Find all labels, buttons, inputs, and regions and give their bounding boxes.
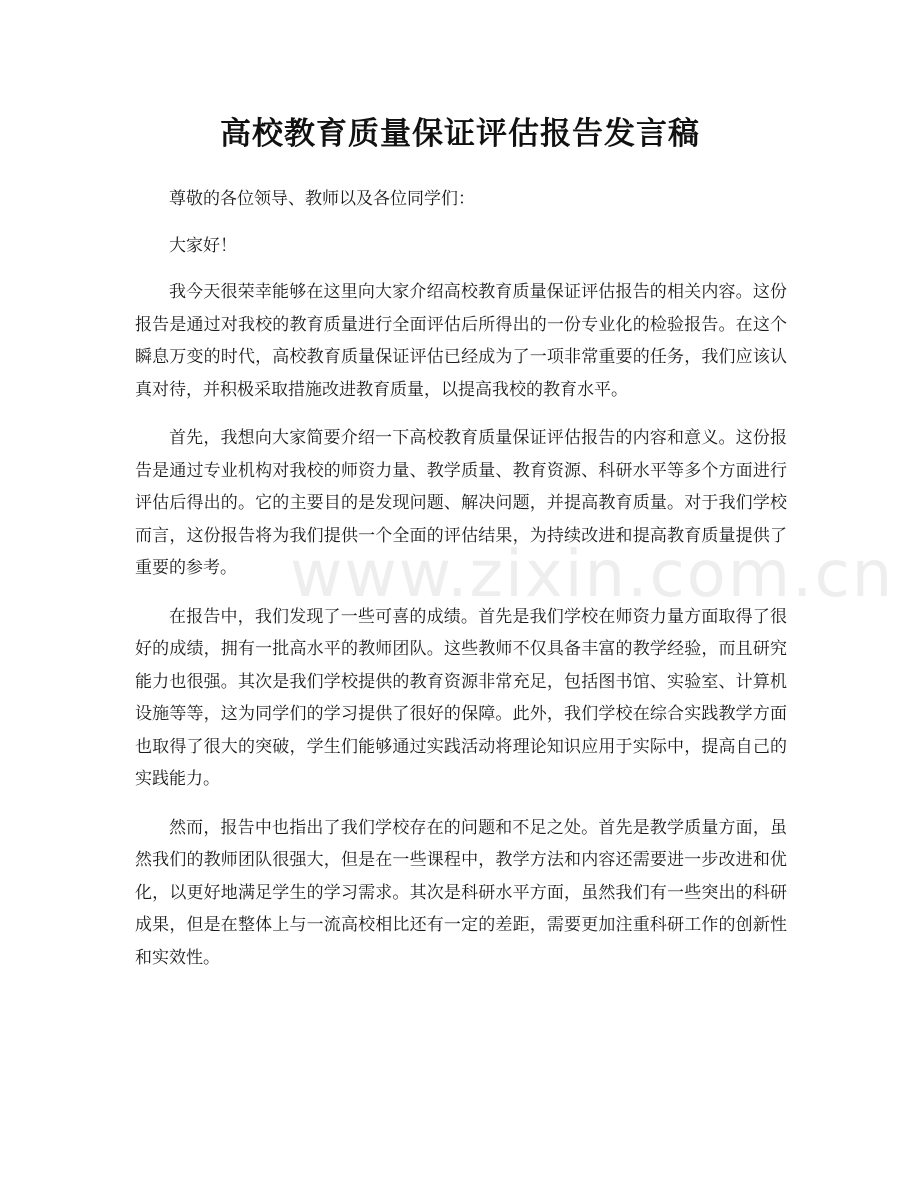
intro-paragraph: 我今天很荣幸能够在这里向大家介绍高校教育质量保证评估报告的相关内容。这份报告是通过对我校的教育质量进行全面评估后所得出的一份专业化的检验报告。在这个瞬息万变的时代，高校教育质量保证评估已经成为了一项非常重要的任务，我们应该认真对待，并积极采取措施改进教育质量，以提高我校的教育水平。: [135, 282, 787, 400]
greeting-paragraph: 大家好！: [169, 235, 237, 256]
achievements-paragraph: 在报告中，我们发现了一些可喜的成绩。首先是我们学校在师资力量方面取得了很好的成绩，拥有一批高水平的教师团队。这些教师不仅具备丰富的教学经验，而且研究能力也很强。其次是我们学校提供的教育资源非常充足，包括图书馆、实验室、计算机设施等等，这为同学们的学习提供了很好的保障。此外，我们学校在综合实践教学方面也取得了很大的突破，学生们能够通过实践活动将理论知识应用于实际中，提高自己的实践能力。: [135, 606, 787, 789]
overview-paragraph: 首先，我想向大家简要介绍一下高校教育质量保证评估报告的内容和意义。这份报告是通过专业机构对我校的师资力量、教学质量、教育资源、科研水平等多个方面进行评估后得出的。它的主要目的是发现问题、解决问题，并提高教育质量。对于我们学校而言，这份报告将为我们提供一个全面的评估结果，为持续改进和提高教育质量提供了重要的参考。: [135, 428, 787, 578]
watermark: www.zixin.com.cn: [290, 538, 895, 612]
problems-paragraph: 然而，报告中也指出了我们学校存在的问题和不足之处。首先是教学质量方面，虽然我们的教师团队很强大，但是在一些课程中，教学方法和内容还需要进一步改进和优化，以更好地满足学生的学习需求。其次是科研水平方面，虽然我们有一些突出的科研成果，但是在整体上与一流高校相比还有一定的差距，需要更加注重科研工作的创新性和实效性。: [135, 817, 787, 968]
document-body: [135, 183, 895, 990]
salutation-paragraph: 尊敬的各位领导、教师以及各位同学们：: [169, 189, 475, 209]
document-title: 高校教育质量保证评估报告发言稿: [220, 116, 700, 152]
